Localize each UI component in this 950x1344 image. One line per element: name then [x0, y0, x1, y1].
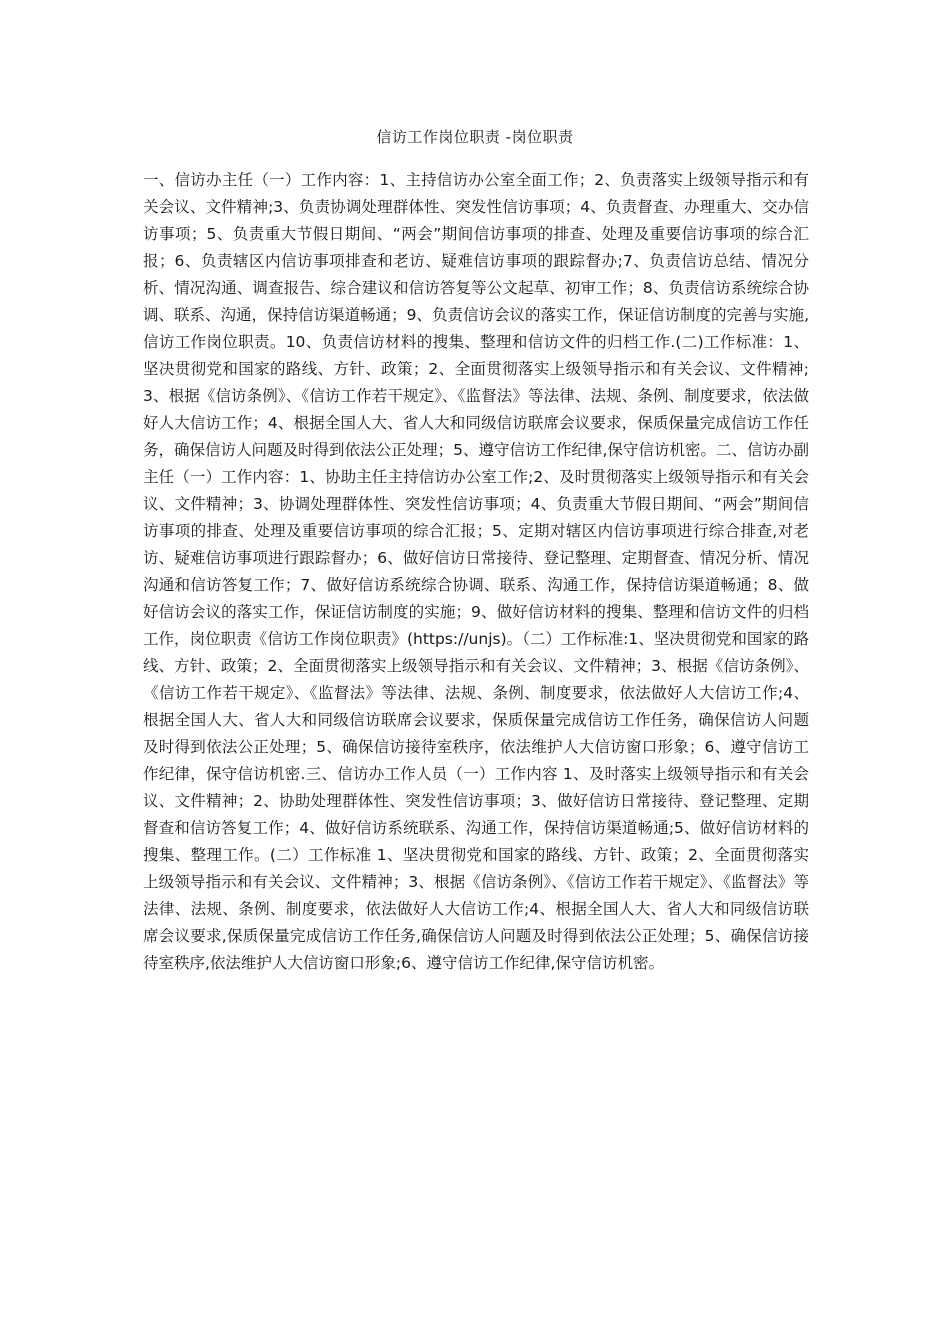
document-body-paragraph: 一、信访办主任（一）工作内容：1、主持信访办公室全面工作；2、负责落实上级领导指示和有关会议、文件精神;3、负责协调处理群体性、突发性信访事项；4、负责督查、办理重大、交办信访事项；5、负责重大节假日期间、“两会”期间信访事项的排查、处理及重要信访事项的综合汇报；6、负责辖区内信访事项排查和老访、疑难信访事项的跟踪督办;7、负责信访总结、情况分析、情况沟通、调查报告、综合建议和信访答复等公文起草、初审工作；8、负责信访系统综合协调、联系、沟通，保持信访渠道畅通；9、负责信访会议的落实工作，保证信访制度的完善与实施,信访工作岗位职责。10、负责信访材料的搜集、整理和信访文件的归档工作.(二)工作标准：1、坚决贯彻党和国家的路线、方针、政策；2、全面贯彻落实上级领导指示和有关会议、文件精神;3、根据《信访条例》、《信访工作若干规定》、《监督法》等法律、法规、条例、制度要求，依法做好人大信访工作；4、根据全国人大、省人大和同级信访联席会议要求，保质保量完成信访工作任务，确保信访人问题及时得到依法公正处理；5、遵守信访工作纪律,保守信访机密。二、信访办副主任（一）工作内容：1、协助主任主持信访办公室工作;2、及时贯彻落实上级领导指示和有关会议、文件精神；3、协调处理群体性、突发性信访事项；4、负责重大节假日期间、“两会”期间信访事项的排查、处理及重要信访事项的综合汇报；5、定期对辖区内信访事项进行综合排查,对老访、疑难信访事项进行跟踪督办；6、做好信访日常接待、登记整理、定期督查、情况分析、情况沟通和信访答复工作；7、做好信访系统综合协调、联系、沟通工作，保持信访渠道畅通；8、做好信访会议的落实工作，保证信访制度的实施；9、做好信访材料的搜集、整理和信访文件的归档工作，岗位职责《信访工作岗位职责》(https://unjs)。（二）工作标准:1、坚决贯彻党和国家的路线、方针、政策；2、全面贯彻落实上级领导指示和有关会议、文件精神；3、根据《信访条例》、《信访工作若干规定》、《监督法》等法律、法规、条例、制度要求，依法做好人大信访工作;4、根据全国人大、省人大和同级信访联席会议要求，保质保量完成信访工作任务，确保信访人问题及时得到依法公正处理；5、确保信访接待室秩序，依法维护人大信访窗口形象；6、遵守信访工作纪律，保守信访机密.三、信访办工作人员（一）工作内容 1、及时落实上级领导指示和有关会议、文件精神；2、协助处理群体性、突发性信访事项；3、做好信访日常接待、登记整理、定期督查和信访答复工作；4、做好信访系统联系、沟通工作，保持信访渠道畅通;5、做好信访材料的搜集、整理工作。(二）工作标准 1、坚决贯彻党和国家的路线、方针、政策；2、全面贯彻落实上级领导指示和有关会议、文件精神；3、根据《信访条例》、《信访工作若干规定》、《监督法》等法律、法规、条例、制度要求，依法做好人大信访工作;4、根据全国人大、省人大和同级信访联席会议要求,保质保量完成信访工作任务,确保信访人问题及时得到依法公正处理；5、确保信访接待室秩序,依法维护人大信访窗口形象;6、遵守信访工作纪律,保守信访机密。	[143, 171, 809, 972]
document-title: 信访工作岗位职责 -岗位职责	[376, 128, 574, 146]
